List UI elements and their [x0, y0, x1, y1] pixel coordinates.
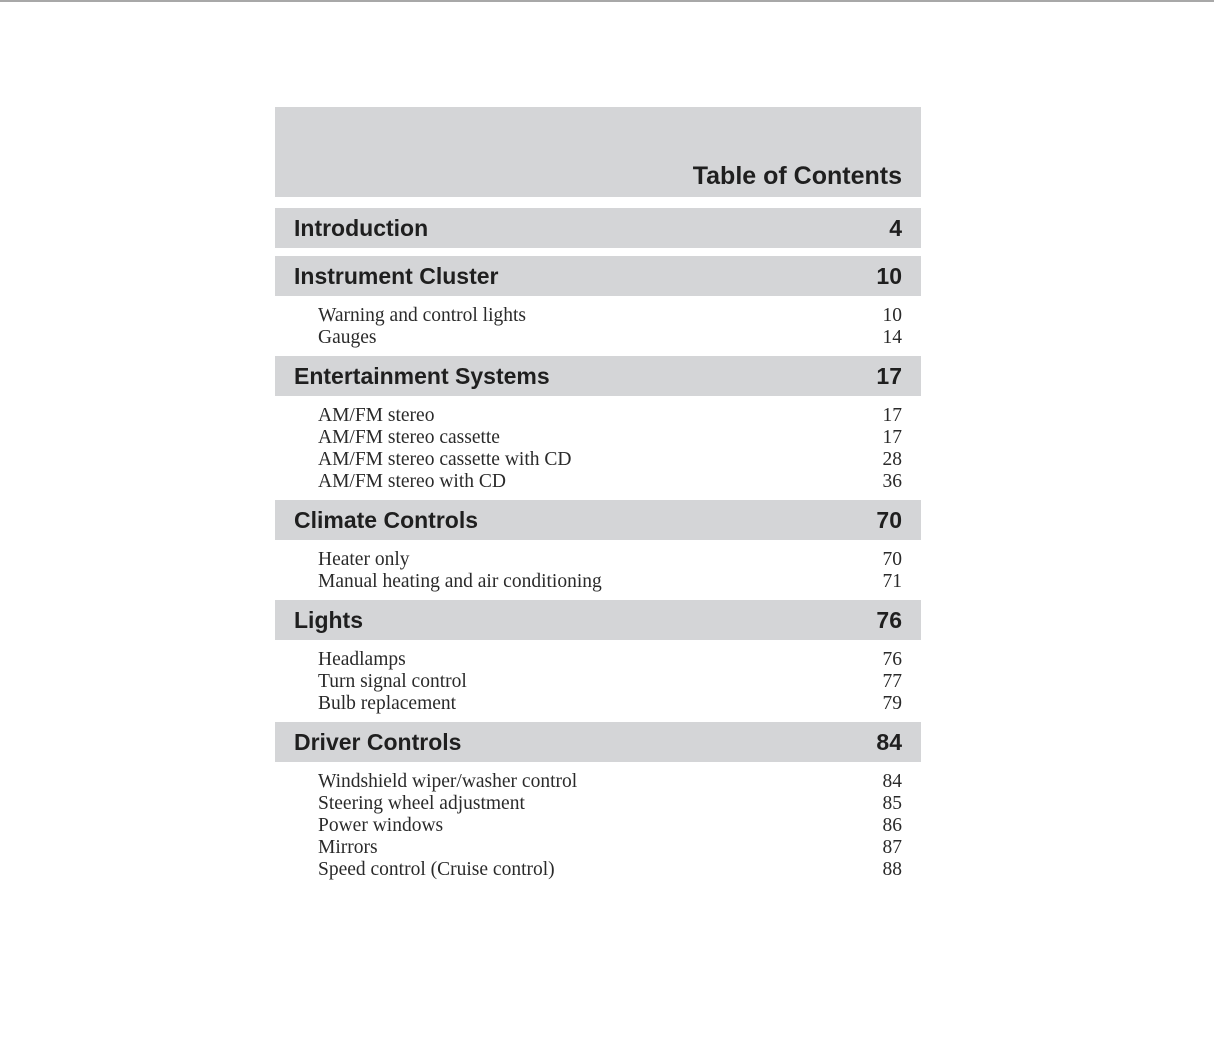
toc-entry[interactable]	[318, 327, 902, 349]
section-entries	[275, 640, 921, 722]
table-of-contents	[275, 107, 921, 888]
entry-page-number: 84	[882, 771, 902, 792]
entry-label: Windshield wiper/washer control	[318, 771, 578, 792]
section-header-lights[interactable]	[275, 600, 921, 640]
entry-label: AM/FM stereo	[318, 405, 435, 426]
entry-page-number: 10	[882, 305, 902, 326]
toc-entry[interactable]	[318, 771, 902, 793]
entry-label: Warning and control lights	[318, 305, 527, 326]
entry-label: Power windows	[318, 815, 444, 836]
toc-entry[interactable]	[318, 549, 902, 571]
entry-label: Speed control (Cruise control)	[318, 859, 555, 880]
section-title: Instrument Cluster	[294, 263, 499, 289]
section-page-number: 10	[876, 263, 902, 289]
entry-page-number: 17	[882, 427, 902, 448]
section-page-number: 70	[876, 507, 902, 533]
title-band	[275, 107, 921, 197]
entry-label: Heater only	[318, 549, 410, 570]
entry-label: Mirrors	[318, 837, 378, 858]
page-title: Table of Contents	[692, 162, 902, 190]
section-header-introduction[interactable]	[275, 208, 921, 248]
entry-page-number: 88	[882, 859, 902, 880]
toc-entry[interactable]	[318, 793, 902, 815]
entry-page-number: 70	[882, 549, 902, 570]
entry-page-number: 79	[882, 693, 902, 714]
toc-entry[interactable]	[318, 405, 902, 427]
top-divider	[0, 0, 1214, 2]
entry-label: Headlamps	[318, 649, 406, 670]
toc-entry[interactable]	[318, 571, 902, 593]
entry-label: Steering wheel adjustment	[318, 793, 525, 814]
section-entries	[275, 540, 921, 600]
entry-page-number: 17	[882, 405, 902, 426]
section-header-entertainment-systems[interactable]	[275, 356, 921, 396]
toc-entry[interactable]	[318, 693, 902, 715]
section-page-number: 17	[876, 363, 902, 389]
section-header-driver-controls[interactable]	[275, 722, 921, 762]
section-entries	[275, 396, 921, 500]
entry-page-number: 36	[882, 471, 902, 492]
entry-page-number: 86	[882, 815, 902, 836]
entry-page-number: 14	[882, 327, 902, 348]
section-title: Lights	[294, 607, 363, 633]
toc-entry[interactable]	[318, 837, 902, 859]
section-title: Entertainment Systems	[294, 363, 550, 389]
entry-page-number: 76	[882, 649, 902, 670]
toc-entry[interactable]	[318, 471, 902, 493]
entry-page-number: 85	[882, 793, 902, 814]
entry-label: Turn signal control	[318, 671, 467, 692]
entry-label: Manual heating and air conditioning	[318, 571, 602, 592]
toc-entry[interactable]	[318, 859, 902, 881]
section-page-number: 84	[876, 729, 902, 755]
section-header-climate-controls[interactable]	[275, 500, 921, 540]
entry-label: Gauges	[318, 327, 377, 348]
section-entries	[275, 762, 921, 888]
section-page-number: 4	[889, 215, 902, 241]
toc-entry[interactable]	[318, 427, 902, 449]
section-title: Introduction	[294, 215, 429, 241]
section-title: Driver Controls	[294, 729, 462, 755]
section-header-instrument-cluster[interactable]	[275, 256, 921, 296]
entry-label: AM/FM stereo cassette with CD	[318, 449, 572, 470]
toc-entry[interactable]	[318, 649, 902, 671]
section-page-number: 76	[876, 607, 902, 633]
toc-entry[interactable]	[318, 671, 902, 693]
toc-entry[interactable]	[318, 449, 902, 471]
toc-entry[interactable]	[318, 305, 902, 327]
entry-label: Bulb replacement	[318, 693, 457, 714]
section-title: Climate Controls	[294, 507, 479, 533]
entry-page-number: 28	[882, 449, 902, 470]
entry-label: AM/FM stereo with CD	[318, 471, 506, 492]
entry-page-number: 77	[882, 671, 902, 692]
section-entries	[275, 296, 921, 356]
entry-page-number: 71	[882, 571, 902, 592]
entry-label: AM/FM stereo cassette	[318, 427, 500, 448]
toc-entry[interactable]	[318, 815, 902, 837]
entry-page-number: 87	[882, 837, 902, 858]
